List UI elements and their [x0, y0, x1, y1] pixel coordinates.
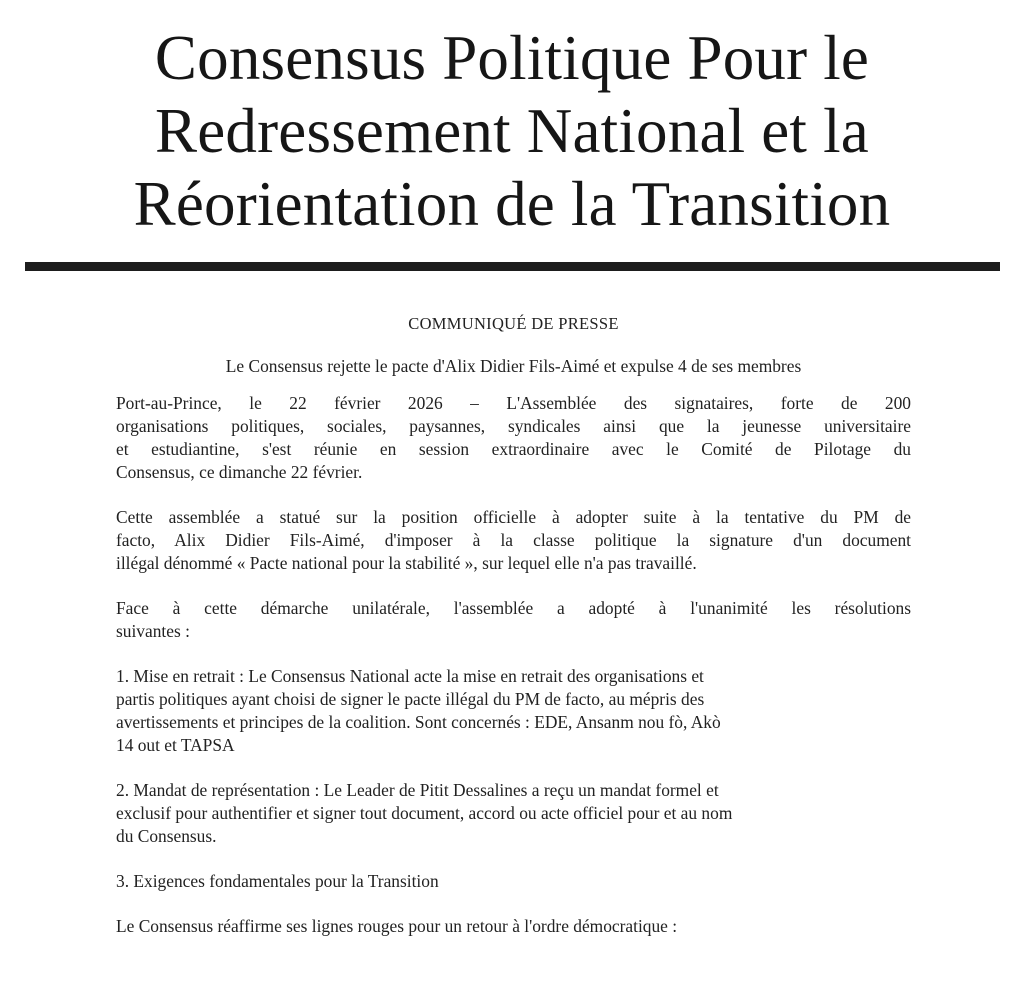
- resolution-3-heading: [116, 870, 911, 893]
- text-line: partis politiques ayant choisi de signer le pacte illégal du PM de facto, au mépris des: [116, 689, 705, 709]
- document-title: [20, 22, 1004, 241]
- paragraph-assembly-position: [116, 506, 911, 575]
- text-line: organisations politiques, sociales, paysannes, syndicales ainsi que la jeunesse universitaire: [116, 416, 911, 436]
- text-line: avertissements et principes de la coalition. Sont concernés : EDE, Ansanm nou fò, Akò: [116, 712, 721, 732]
- title-line: Réorientation de la Transition: [133, 169, 891, 239]
- text-line: 2. Mandat de représentation : Le Leader de Pitit Dessalines a reçu un mandat formel et: [116, 780, 719, 800]
- text-line: Port-au-Prince, le 22 février 2026 – L'Assemblée des signataires, forte de 200: [116, 393, 911, 413]
- red-lines-intro: [116, 915, 911, 938]
- resolution-2: [116, 779, 911, 848]
- press-release-label: COMMUNIQUÉ DE PRESSE: [408, 314, 619, 333]
- text-line: Face à cette démarche unilatérale, l'assemblée a adopté à l'unanimité les résolutions: [116, 598, 911, 618]
- text-line: 3. Exigences fondamentales pour la Transition: [116, 871, 439, 891]
- text-line: Consensus, ce dimanche 22 février.: [116, 462, 363, 482]
- text-line: illégal dénommé « Pacte national pour la stabilité », sur lequel elle n'a pas travaillé.: [116, 553, 697, 573]
- text-line: Le Consensus réaffirme ses lignes rouges pour un retour à l'ordre démocratique :: [116, 916, 678, 936]
- text-line: suivantes :: [116, 621, 190, 641]
- text-line: et estudiantine, s'est réunie en session extraordinaire avec le Comité de Pilotage du: [116, 439, 911, 459]
- paragraph-resolutions-intro: [116, 597, 911, 643]
- text-line: facto, Alix Didier Fils-Aimé, d'imposer à la classe politique la signature d'un document: [116, 530, 911, 550]
- header-divider: [25, 262, 1000, 271]
- resolution-1: [116, 665, 911, 757]
- document-body: [116, 312, 911, 938]
- text-line: du Consensus.: [116, 826, 217, 846]
- paragraph-intro: [116, 392, 911, 484]
- title-line: Redressement National et la: [155, 96, 869, 166]
- text-line: 1. Mise en retrait : Le Consensus National acte la mise en retrait des organisations et: [116, 666, 704, 686]
- text-line: Cette assemblée a statué sur la position officielle à adopter suite à la tentative du PM de: [116, 507, 911, 527]
- text-line: exclusif pour authentifier et signer tout document, accord ou acte officiel pour et au nom: [116, 803, 733, 823]
- document-subtitle: Le Consensus rejette le pacte d'Alix Didier Fils-Aimé et expulse 4 de ses membres: [225, 356, 802, 376]
- text-line: 14 out et TAPSA: [116, 735, 235, 755]
- title-line: Consensus Politique Pour le: [154, 23, 870, 93]
